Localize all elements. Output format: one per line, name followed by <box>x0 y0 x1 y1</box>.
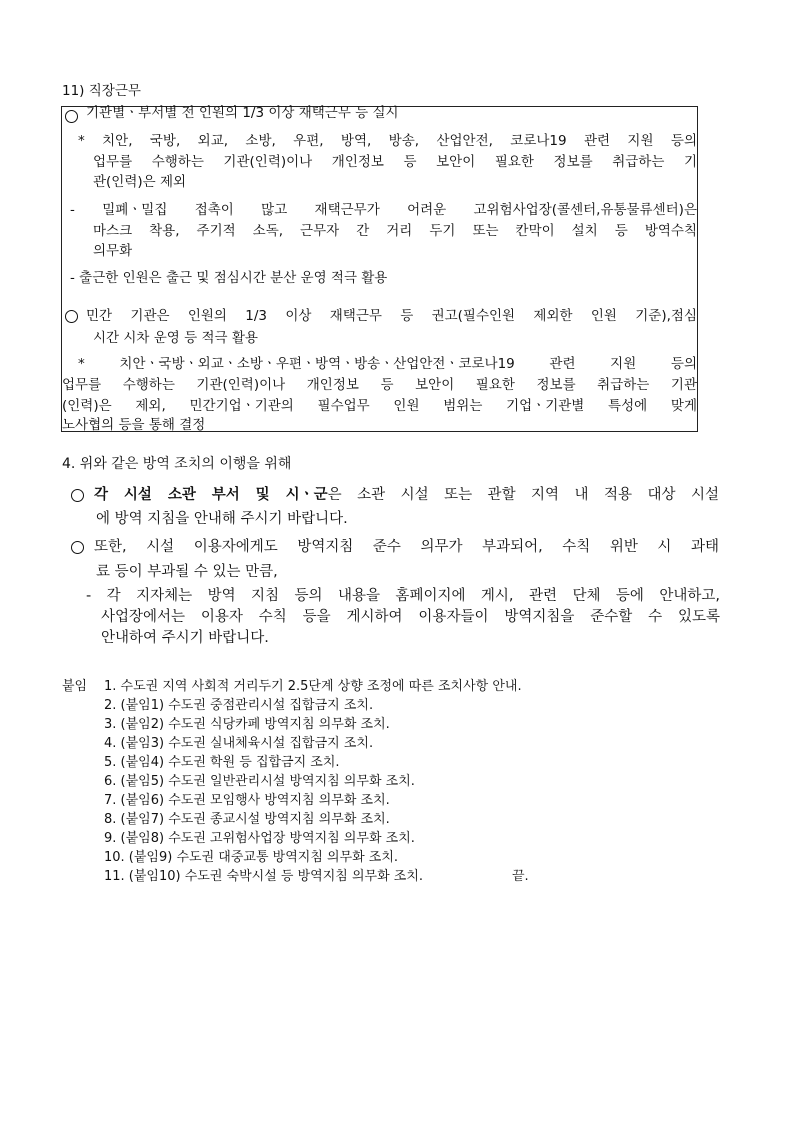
section4-para2-line1: 또한, 시설 이용자에게도 방역지침 준수 의무가 부과되어, 수칙 위반 시 과태 <box>94 539 719 555</box>
section4-dash-line: - 각 지자체는 방역 지침 등의 내용을 홈페이지에 게시, 관련 단체 등에 안내하고, <box>86 588 720 604</box>
remote-work-box <box>61 106 698 432</box>
attachment-item: 6. (붙임5) 수도권 일반관리시설 방역지침 의무화 조치. <box>104 774 415 789</box>
note2-line: * 치안ㆍ국방ㆍ외교ㆍ소방ㆍ우편ㆍ방역ㆍ방송ㆍ산업안전ㆍ코로나19 관련 지원 등의 <box>78 356 697 372</box>
end-mark: 끝. <box>512 869 529 884</box>
attachment-item: 2. (붙임1) 수도권 중점관리시설 집합금지 조치. <box>104 698 374 713</box>
section-11-heading: 11) 직장근무 <box>62 83 141 99</box>
attachment-item: 1. 수도권 지역 사회적 거리두기 2.5단계 상향 조정에 따른 조치사항 안내. <box>104 679 522 694</box>
dash1-line: 의무화 <box>93 243 133 259</box>
note1-line: 관(인력)은 제외 <box>93 174 187 190</box>
section4-para2-line2: 료 등이 부과될 수 있는 만큼, <box>96 564 278 580</box>
para1-bold-text: 각 시설 소관 부서 및 시ㆍ군 <box>94 487 328 503</box>
attachment-item: 5. (붙임4) 수도권 학원 등 집합금지 조치. <box>104 755 340 770</box>
note1-line: 업무를 수행하는 기관(인력)이나 개인정보 등 보안이 필요한 정보를 취급하는 기 <box>93 154 697 170</box>
note2-line: 노사협의 등을 통해 결정 <box>62 417 206 433</box>
circle-bullet-icon <box>71 541 84 554</box>
attachment-item: 4. (붙임3) 수도권 실내체육시설 집합금지 조치. <box>104 736 374 751</box>
section4-para1-line1 <box>94 484 719 506</box>
note2-line: 업무를 수행하는 기관(인력)이나 개인정보 등 보안이 필요한 정보를 취급하는 기관 <box>62 377 697 393</box>
circle-bullet-icon <box>65 110 78 123</box>
attachment-item: 7. (붙임6) 수도권 모임행사 방역지침 의무화 조치. <box>104 793 390 808</box>
dash2-line: - 출근한 인원은 출근 및 점심시간 분산 운영 적극 활용 <box>70 270 388 286</box>
section4-dash-line: 안내하여 주시기 바랍니다. <box>101 630 269 646</box>
dash1-line: - 밀폐ㆍ밀집 접촉이 많고 재택근무가 어려운 고위험사업장(콜센터,유통물류센터)은 <box>70 202 697 218</box>
dash1-line: 마스크 착용, 주기적 소독, 근무자 간 거리 두기 또는 칸막이 설치 등 방역수칙 <box>93 223 697 239</box>
attachment-item: 10. (붙임9) 수도권 대중교통 방역지침 의무화 조치. <box>104 850 399 865</box>
section4-para1-line2: 에 방역 지침을 안내해 주시기 바랍니다. <box>96 511 348 527</box>
section-4-heading: 4. 위와 같은 방역 조치의 이행을 위해 <box>62 456 292 472</box>
section4-dash-line: 사업장에서는 이용자 수칙 등을 게시하여 이용자들이 방역지침을 준수할 수 있도록 <box>101 609 720 625</box>
item2-line: 시간 시차 운영 등 적극 활용 <box>93 330 258 346</box>
attachment-item: 3. (붙임2) 수도권 식당카페 방역지침 의무화 조치. <box>104 717 390 732</box>
note2-line: (인력)은 제외, 민간기업ㆍ기관의 필수업무 인원 범위는 기업ㆍ기관별 특성에 맞게 <box>62 398 697 414</box>
attachment-item: 8. (붙임7) 수도권 종교시설 방역지침 의무화 조치. <box>104 812 390 827</box>
circle-bullet-icon <box>71 489 84 502</box>
circle-bullet-icon <box>65 310 78 323</box>
para1-rest-text: 은 소관 시설 또는 관할 지역 내 적용 대상 시설 <box>327 487 719 503</box>
attachment-item: 9. (붙임8) 수도권 고위험사업장 방역지침 의무화 조치. <box>104 831 415 846</box>
item1-text: 기관별ㆍ부서별 전 인원의 1/3 이상 재택근무 등 실시 <box>86 105 399 119</box>
item2-line: 민간 기관은 인원의 1/3 이상 재택근무 등 권고(필수인원 제외한 인원 기준),점심 <box>86 308 697 324</box>
attachment-item: 11. (붙임10) 수도권 숙박시설 등 방역지침 의무화 조치. <box>104 869 424 884</box>
attachments-label: 붙임 <box>62 679 88 694</box>
note1-line: * 치안, 국방, 외교, 소방, 우편, 방역, 방송, 산업안전, 코로나19 관련 지원 등의 <box>78 133 697 149</box>
